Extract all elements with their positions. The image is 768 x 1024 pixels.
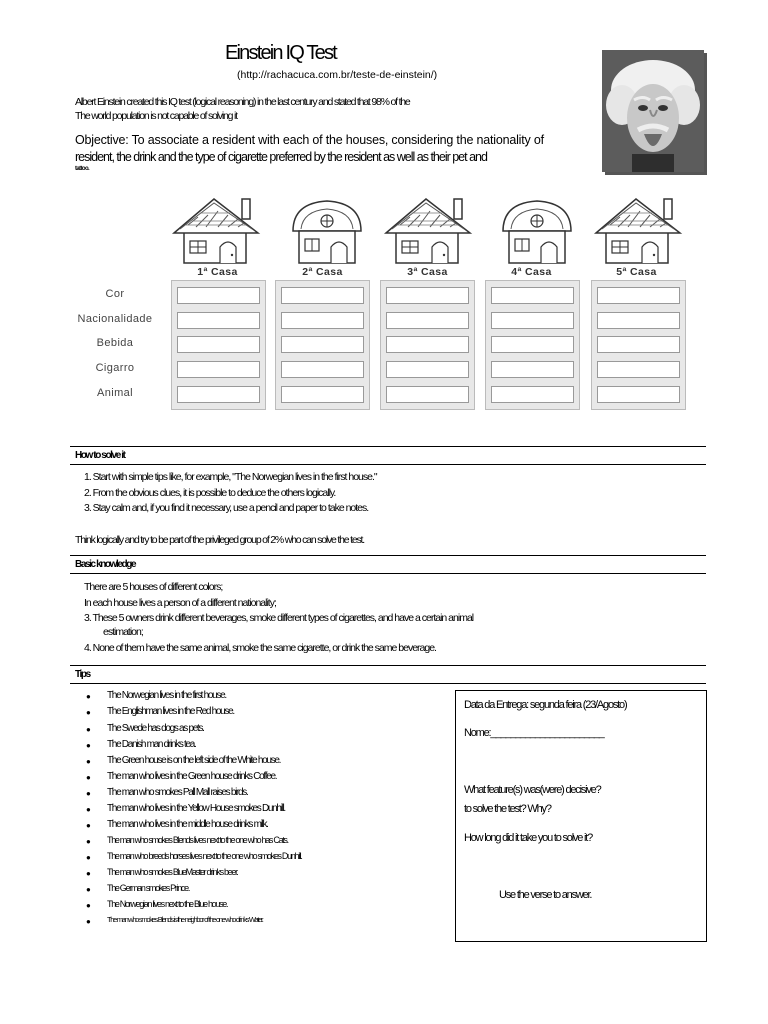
house-4-drink-field[interactable] [491, 336, 574, 353]
house-3-nationality-field[interactable] [386, 312, 469, 329]
house-1-nationality-field[interactable] [177, 312, 260, 329]
house-4-icon [493, 193, 583, 265]
bullet-icon: ● [86, 869, 91, 878]
rules-heading: Basic knowledge [75, 559, 136, 570]
rule-item-4: 4. None of them have the same animal, smoke the same cigarette, or drink the same beverage. [84, 642, 436, 654]
question-2: How long did it take you to solve it? [464, 832, 593, 844]
tip-item: The Swede has dogs as pets. [107, 723, 204, 734]
house-label-4: 4ª Casa [511, 266, 552, 278]
tip-item: The Danish man drinks tea. [107, 739, 196, 750]
house-1-icon [168, 193, 264, 265]
house-4-color-field[interactable] [491, 287, 574, 304]
how-to-item-1: 1. Start with simple tips like, for example, "The Norwegian lives in the first house." [84, 471, 377, 483]
how-to-closing: Think logically and try to be part of the privileged group of 2% who can solve the test. [75, 534, 364, 546]
objective-line-1: Objective: To associate a resident with each of the houses, considering the nationality of [75, 133, 544, 147]
bullet-icon: ● [86, 692, 91, 701]
tip-item: The man who smokes Blends lives next to the one who has Cats. [107, 835, 288, 845]
house-2-animal-field[interactable] [281, 386, 364, 403]
house-3-color-field[interactable] [386, 287, 469, 304]
page-title: Einstein IQ Test [225, 42, 336, 64]
house-5-drink-field[interactable] [597, 336, 680, 353]
house-3-animal-field[interactable] [386, 386, 469, 403]
row-label-cigarette: Cigarro [95, 362, 135, 374]
house-label-3: 3ª Casa [407, 266, 448, 278]
row-label-color: Cor [105, 288, 125, 300]
tip-item: The Norwegian lives next to the Blue house. [107, 899, 228, 909]
house-1-cigarette-field[interactable] [177, 361, 260, 378]
house-label-1: 1ª Casa [197, 266, 238, 278]
bullet-icon: ● [86, 773, 91, 782]
tip-item: The Englishman lives in the Red house. [107, 706, 234, 717]
tip-item: The Norwegian lives in the first house. [107, 690, 226, 701]
house-2-icon [283, 193, 373, 265]
house-2-cigarette-field[interactable] [281, 361, 364, 378]
rule-item-3-cont: estimation; [103, 626, 143, 638]
house-1-drink-field[interactable] [177, 336, 260, 353]
house-4-nationality-field[interactable] [491, 312, 574, 329]
tip-item: The man who lives in the Green house drinks Coffee. [107, 771, 277, 782]
house-1-color-field[interactable] [177, 287, 260, 304]
question-1-line-1: What feature(s) was(were) decisive? [464, 784, 601, 796]
house-5-cigarette-field[interactable] [597, 361, 680, 378]
bullet-icon: ● [86, 901, 91, 910]
section-divider [70, 446, 706, 447]
house-2-color-field[interactable] [281, 287, 364, 304]
tip-item: The man who lives in the Yellow House smokes Dunhill. [107, 803, 285, 814]
tip-item: The man who smokes Blends is the neighbor of the one who drinks Water. [107, 915, 263, 924]
house-4-animal-field[interactable] [491, 386, 574, 403]
bullet-icon: ● [86, 757, 91, 766]
bullet-icon: ● [86, 837, 91, 846]
rule-item-2: In each house lives a person of a different nationality; [84, 597, 276, 609]
row-label-drink: Bebida [96, 337, 134, 349]
answer-note: Use the verse to answer. [499, 889, 592, 901]
house-5-animal-field[interactable] [597, 386, 680, 403]
tip-item: The man who lives in the middle house drinks milk. [107, 819, 268, 830]
objective-line-3: tattoo. [75, 166, 90, 172]
how-to-item-2: 2. From the obvious clues, it is possible to deduce the others logically. [84, 487, 336, 499]
house-1-column [171, 280, 266, 410]
tips-heading: Tips [75, 669, 90, 680]
source-url: (http://rachacuca.com.br/teste-de-einstein/) [237, 69, 438, 81]
house-4-cigarette-field[interactable] [491, 361, 574, 378]
rule-item-1: There are 5 houses of different colors; [84, 581, 223, 593]
house-5-color-field[interactable] [597, 287, 680, 304]
intro-line-1: Albert Einstein created this IQ test (logical reasoning) in the last century and stated that 98% of the [75, 96, 410, 108]
house-4-column [485, 280, 580, 410]
bullet-icon: ● [86, 789, 91, 798]
delivery-date: Data da Entrega: segunda feira (23/Agosto) [464, 699, 627, 711]
section-divider [70, 665, 706, 666]
objective-line-2: resident, the drink and the type of cigarette preferred by the resident as well as their pet and [75, 150, 487, 164]
house-3-column [380, 280, 475, 410]
tip-item: The man who breeds horses lives next to the one who smokes Dunhill. [107, 851, 302, 861]
einstein-photo [602, 50, 704, 172]
tip-item: The Green house is on the left side of the White house. [107, 755, 281, 766]
house-5-nationality-field[interactable] [597, 312, 680, 329]
house-3-drink-field[interactable] [386, 336, 469, 353]
bullet-icon: ● [86, 853, 91, 862]
tip-item: The man who smokes Pall Mall raises birds. [107, 787, 248, 798]
house-2-column [275, 280, 370, 410]
house-5-icon [590, 193, 686, 265]
name-field[interactable]: Nome:_______________________ [464, 727, 604, 739]
how-to-heading: How to solve it [75, 450, 125, 461]
section-divider [70, 573, 706, 574]
house-2-nationality-field[interactable] [281, 312, 364, 329]
bullet-icon: ● [86, 805, 91, 814]
house-5-column [591, 280, 686, 410]
house-1-animal-field[interactable] [177, 386, 260, 403]
how-to-item-3: 3. Stay calm and, if you find it necessary, use a pencil and paper to take notes. [84, 502, 369, 514]
house-label-2: 2ª Casa [302, 266, 343, 278]
rule-item-3: 3. These 5 owners drink different beverages, smoke different types of cigarettes, and have a certain animal [84, 612, 474, 624]
tip-item: The man who smokes BlueMaster drinks beer. [107, 867, 238, 877]
section-divider [70, 683, 706, 684]
section-divider [70, 464, 706, 465]
house-3-icon [380, 193, 476, 265]
tip-item: The German smokes Prince. [107, 883, 190, 893]
answer-box [455, 690, 707, 942]
house-label-5: 5ª Casa [616, 266, 657, 278]
house-2-drink-field[interactable] [281, 336, 364, 353]
row-label-nationality: Nacionalidade [77, 313, 153, 325]
bullet-icon: ● [86, 821, 91, 830]
bullet-icon: ● [86, 917, 91, 926]
intro-line-2: The world population is not capable of solving it [75, 110, 237, 122]
bullet-icon: ● [86, 708, 91, 717]
question-1-line-2: to solve the test? Why? [464, 803, 551, 815]
section-divider [70, 555, 706, 556]
bullet-icon: ● [86, 885, 91, 894]
house-3-cigarette-field[interactable] [386, 361, 469, 378]
bullet-icon: ● [86, 741, 91, 750]
row-label-animal: Animal [96, 387, 134, 399]
bullet-icon: ● [86, 725, 91, 734]
